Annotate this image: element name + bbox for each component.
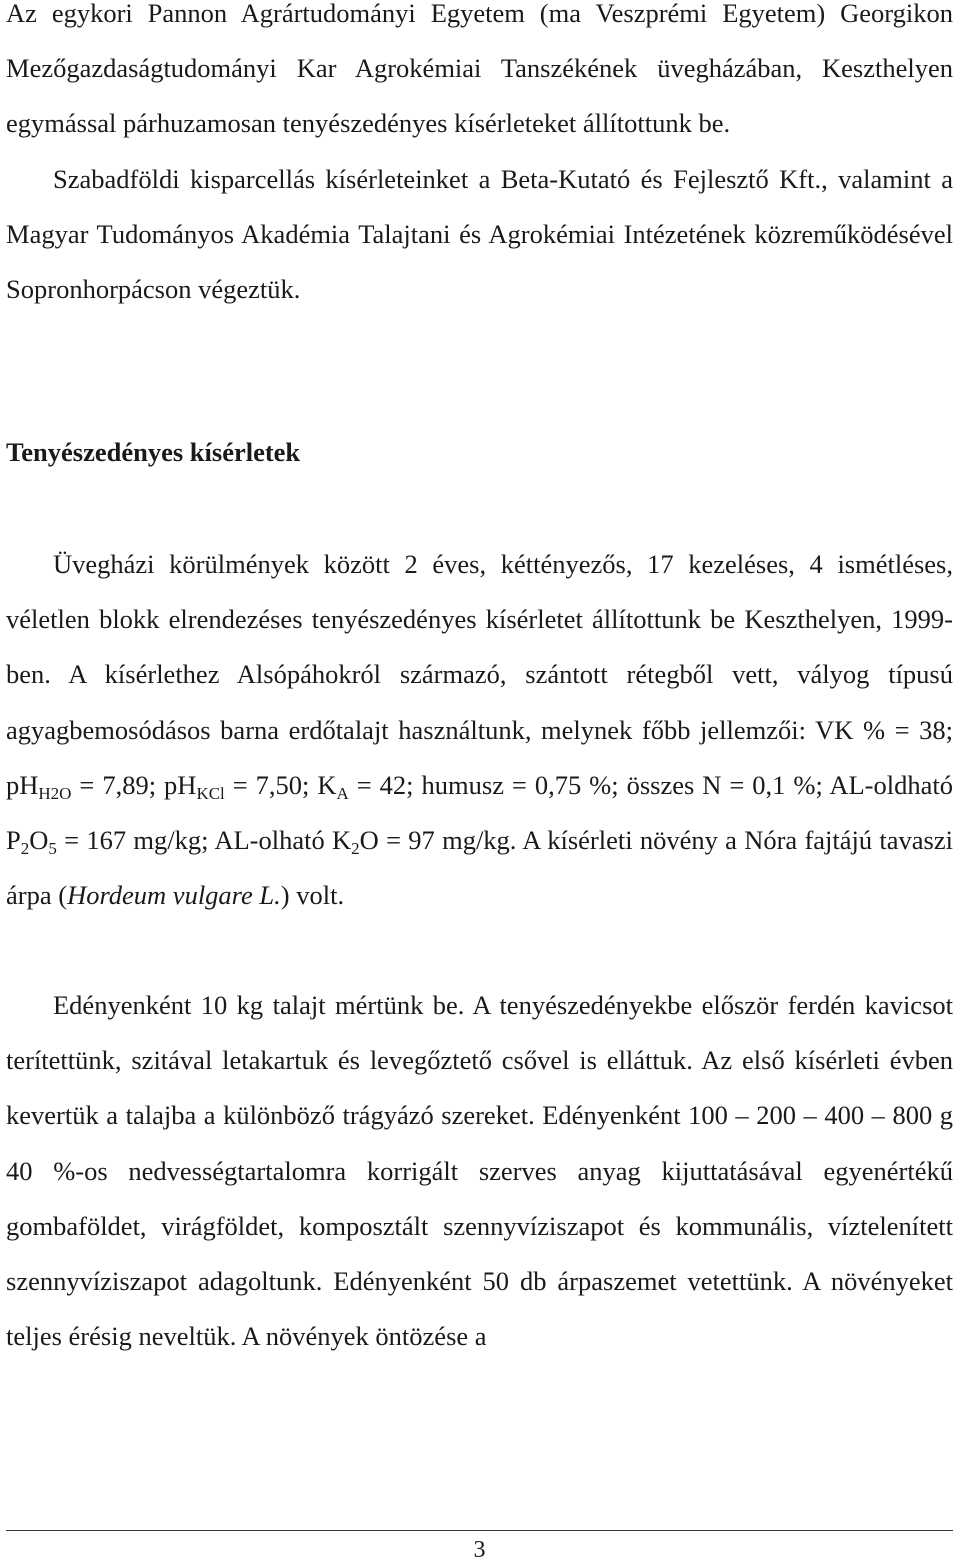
subscript-kcl: KCl: [196, 783, 225, 803]
intro-sentence-2-text: Szabadföldi kisparcellás kísérleteinket a Beta-Kutató és Fejlesztő Kft., valamint a Magyar Tudományos Akadémia Talajtani és Agrokémiai Intézetének közreműködésével Sopronhorpácson végeztük.: [6, 163, 953, 305]
intro-sentence-1: Az egykori Pannon Agrártudományi Egyetem (ma Veszprémi Egyetem) Georgikon Mezőgazdaságtudományi Kar Agrokémiai Tanszékének üvegházában, Keszthelyen egymással párhuzamosan tenyészedényes kísérleteket állítottunk be.: [6, 0, 953, 139]
subscript-p2: 2: [20, 839, 30, 859]
section-heading: Tenyészedényes kísérletek: [6, 437, 301, 467]
experiment-text-8: ) volt.: [280, 880, 345, 911]
experiment-paragraph: [6, 537, 953, 923]
pots-paragraph: Edényenként 10 kg talajt mértünk be. A tenyészedényekbe először ferdén kavicsot terítettünk, szitával letakartuk és levegőztető csővel is elláttuk. Az első kísérleti évben kevertük a talajba a különböző trágyázó szereket. Edényenként 100 – 200 – 400 – 800 g 40 %-os nedvességtartalomra korrigált szerves anyag kijuttatásával egyenértékű gombaföldet, virágföldet, komposztált szennyvíziszapot és kommunális, víztelenített szennyvíziszapot adagoltunk. Edényenként 50 db árpaszemet vetettünk. A növényeket teljes érésig neveltük. A növények öntözése a: [6, 990, 953, 1352]
experiment-text-7: O = 97 mg/kg. A kísérleti növény a Nóra fajtájú tavaszi árpa (: [6, 825, 953, 911]
experiment-text-6: = 167 mg/kg; AL-olható K: [56, 825, 352, 856]
subscript-o5: 5: [48, 839, 57, 859]
experiment-text-3: = 7,50; K: [224, 769, 337, 800]
footer-rule: [6, 1530, 953, 1531]
species-name: Hordeum vulgare L.: [67, 880, 281, 911]
subscript-h2o: H2O: [38, 783, 72, 803]
page-number: 3: [473, 1537, 486, 1563]
experiment-text-5: O: [29, 825, 49, 856]
subscript-k2: 2: [351, 839, 360, 859]
intro-paragraph: [6, 0, 953, 317]
experiment-text-2: = 7,89; pH: [71, 769, 197, 800]
subscript-a: A: [336, 783, 349, 803]
experiment-text-1: Üvegházi körülmények között 2 éves, kéttényezős, 17 kezeléses, 4 ismétléses, véletlen blokk elrendezéses tenyészedényes kísérletet állítottunk be Keszthelyen, 1999-ben. A kísérlethez Alsópáhokról származó, szántott rétegből vett, vályog típusú agyagbemosódásos barna erdőtalajt használtunk, melynek főbb jellemzői: VK % = 38; pH: [6, 549, 953, 800]
experiment-text-4: = 42; humusz = 0,75 %; összes N = 0,1 %; AL-oldható P: [6, 769, 953, 856]
